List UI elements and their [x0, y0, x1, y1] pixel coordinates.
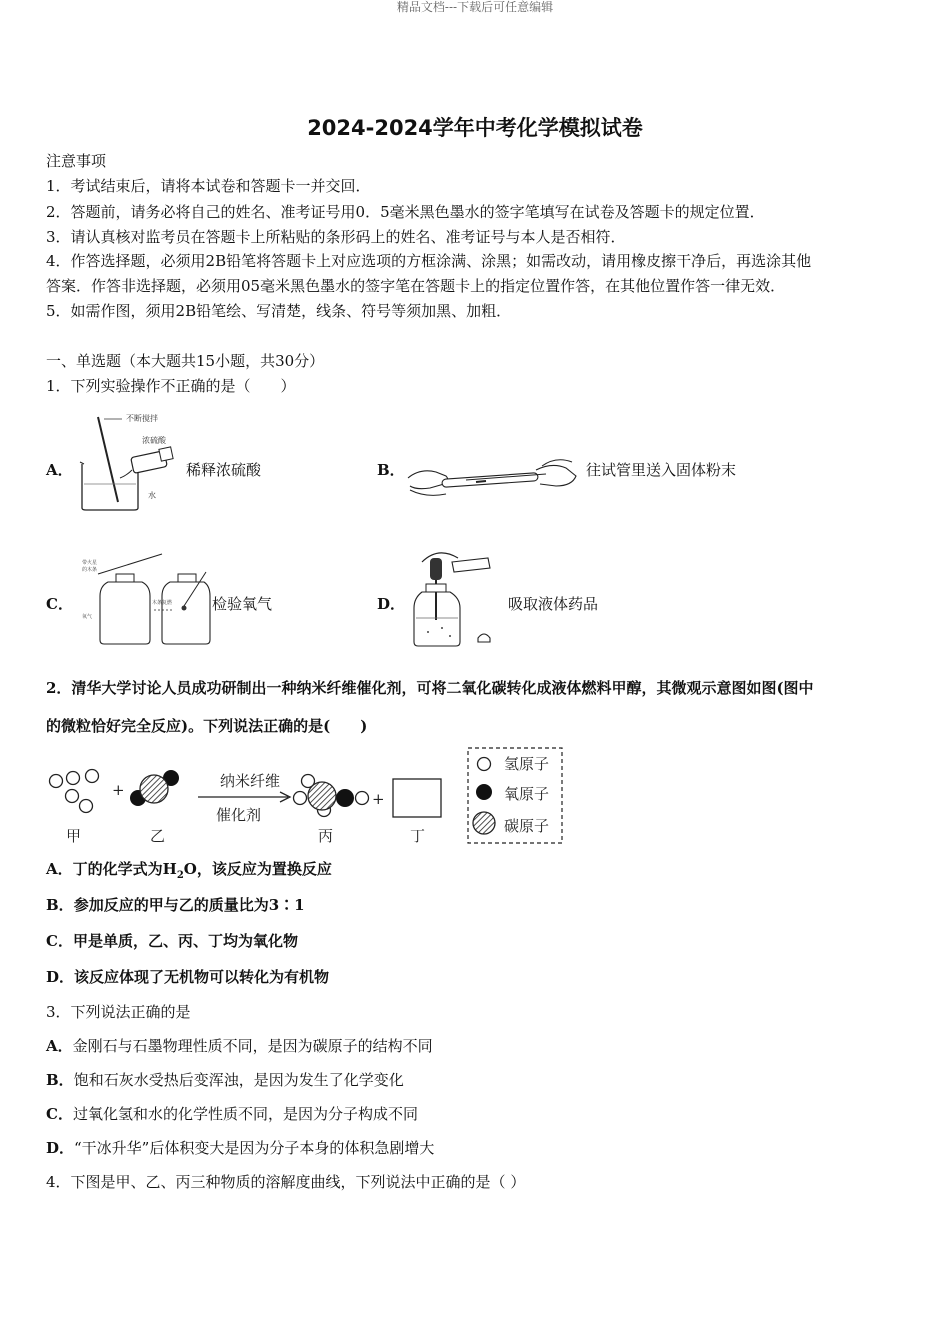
q3-option-b[interactable] — [46, 1070, 404, 1090]
legend-carbon-icon — [473, 812, 495, 834]
fig-dropper — [408, 544, 498, 648]
legend-hydrogen: 氢原子 — [504, 755, 550, 773]
notice-item: 答案．作答非选择题，必须用05毫米黑色墨水的签字笔在答题卡上的指定位置作答，在其他位置作答一律无效． — [46, 277, 786, 295]
question-stem-2-cont: 的微粒恰好完全反应)。下列说法正确的是( ) — [46, 717, 368, 735]
product-bing — [294, 775, 369, 817]
q1-option-c-letter[interactable]: C． — [46, 595, 73, 613]
question-stem-4: 4．下图是甲、乙、丙三种物质的溶解度曲线，下列说法中正确的是（ ） — [46, 1173, 526, 1191]
q2-option-d-letter: D． — [46, 968, 75, 986]
product-ding-box — [393, 779, 441, 817]
notice-item: 2．答题前，请务必将自己的姓名、准考证号用0．5毫米黑色墨水的签字笔填写在试卷及答题卡的规定位置． — [46, 203, 765, 221]
section-heading: 一、单选题（本大题共15小题，共30分） — [46, 352, 325, 370]
q2-option-d[interactable] — [46, 967, 329, 987]
fig-test-tube-powder — [406, 456, 578, 504]
q2-option-c[interactable] — [46, 931, 298, 951]
q2-option-b-letter: B． — [46, 896, 74, 914]
catalyst-label-top: 纳米纤维 — [220, 772, 281, 790]
legend-hydrogen-icon — [478, 758, 491, 771]
label-yi: 乙 — [150, 827, 166, 845]
fig-dilute-acid — [74, 412, 184, 512]
label-bing: 丙 — [318, 827, 334, 845]
q2-option-a-text-1: 丁的化学式为H — [72, 860, 177, 878]
svg-text:氧气: 氧气 — [82, 614, 93, 620]
q3-option-c-text: 过氧化氢和水的化学性质不同，是因为分子构成不同 — [72, 1105, 418, 1123]
label-jia: 甲 — [66, 827, 82, 845]
q1-option-a-letter[interactable]: A． — [46, 461, 73, 479]
q2-option-b[interactable] — [46, 895, 305, 915]
q1-option-c-text: 检验氧气 — [212, 595, 273, 613]
q2-option-a[interactable] — [46, 859, 332, 886]
plus-sign-2: + — [372, 790, 385, 808]
reaction-diagram — [44, 746, 566, 846]
reactant-jia — [50, 770, 99, 813]
page-title: 2024-2024学年中考化学模拟试卷 — [307, 116, 643, 140]
svg-text:带火星: 带火星 — [82, 560, 98, 566]
q2-option-c-letter: C． — [46, 932, 73, 950]
notice-item: 1．考试结束后，请将本试卷和答题卡一并交回． — [46, 177, 371, 195]
q1-option-d-letter[interactable]: D． — [377, 595, 406, 613]
notice-item: 5．如需作图，须用2B铅笔绘、写清楚，线条、符号等须加黑、加粗． — [46, 302, 512, 320]
question-stem-2: 2．清华大学讨论人员成功研制出一种纳米纤维催化剂，可将二氧化碳转化成液体燃料甲醇，其微观示意图如图(图中 — [46, 679, 814, 697]
q2-option-c-text: 甲是单质，乙、丙、丁均为氧化物 — [72, 932, 298, 950]
question-stem-1: 1．下列实验操作不正确的是（ ） — [46, 377, 296, 395]
notice-heading: 注意事项 — [46, 152, 107, 170]
q2-option-a-text-2: O，该反应为置换反应 — [183, 860, 332, 878]
notice-item: 3．请认真核对监考员在答题卡上所粘贴的条形码上的姓名、准考证号与本人是否相符． — [46, 228, 626, 246]
catalyst-label-bottom: 催化剂 — [216, 806, 262, 824]
q3-option-d[interactable] — [46, 1138, 434, 1158]
q2-option-a-letter: A． — [46, 860, 73, 878]
legend-oxygen: 氧原子 — [504, 785, 550, 803]
q3-option-a-letter: A． — [46, 1037, 73, 1055]
q1-option-a-text: 稀释浓硫酸 — [186, 461, 262, 479]
q3-option-b-letter: B． — [46, 1071, 74, 1089]
fig-a-label-acid: 浓硫酸 — [142, 436, 166, 445]
q1-option-b-text: 往试管里送入固体粉末 — [586, 461, 737, 479]
q1-option-d-text: 吸取液体药品 — [508, 595, 599, 613]
q3-option-d-letter: D． — [46, 1139, 75, 1157]
q3-option-b-text: 饱和石灰水受热后变浑浊，是因为发生了化学变化 — [73, 1071, 404, 1089]
q3-option-a[interactable] — [46, 1036, 433, 1056]
notice-item: 4．作答选择题，必须用2B铅笔将答题卡上对应选项的方框涂满、涂黑；如需改动，请用橡皮擦干净后，再选涂其他 — [46, 252, 812, 270]
question-stem-3: 3．下列说法正确的是 — [46, 1003, 191, 1021]
legend-carbon: 碳原子 — [504, 817, 550, 835]
q3-option-d-text: “干冰升华”后体积变大是因为分子本身的体积急剧增大 — [74, 1139, 435, 1157]
svg-text:木条复燃: 木条复燃 — [152, 600, 173, 606]
q1-option-b-letter[interactable]: B． — [377, 461, 405, 479]
fig-oxygen-test — [80, 552, 210, 652]
plus-sign-1: + — [112, 781, 125, 799]
q3-option-c-letter: C． — [46, 1105, 73, 1123]
q2-option-a-subscript: 2 — [176, 870, 184, 881]
reactant-yi — [130, 770, 179, 806]
q3-option-c[interactable] — [46, 1104, 418, 1124]
fig-a-label-stir: 不断搅拌 — [126, 414, 158, 423]
legend-oxygen-icon — [476, 784, 492, 800]
q2-option-b-text: 参加反应的甲与乙的质量比为3∶1 — [73, 896, 305, 914]
q3-option-a-text: 金刚石与石墨物理性质不同，是因为碳原子的结构不同 — [72, 1037, 433, 1055]
watermark: 精品文档---下载后可任意编辑 — [396, 0, 554, 14]
q2-option-d-text: 该反应体现了无机物可以转化为有机物 — [74, 968, 330, 986]
fig-a-label-water: 水 — [148, 491, 156, 500]
label-ding: 丁 — [410, 827, 426, 845]
svg-text:的木条: 的木条 — [82, 567, 98, 573]
